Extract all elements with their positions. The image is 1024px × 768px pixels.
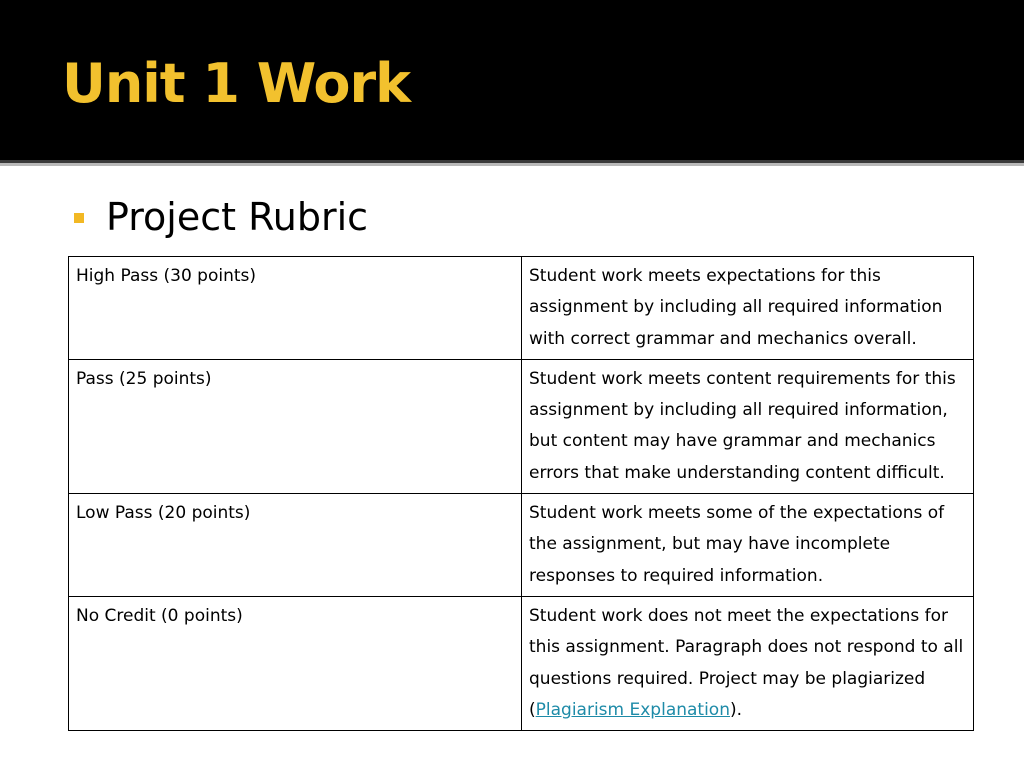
rubric-description: Student work meets content requirements for this assignment by including all required information, but content may have grammar and mechanics errors that make understanding content difficult. bbox=[522, 359, 974, 493]
rubric-description: Student work meets expectations for this assignment by including all required information with correct grammar and mechanics overall. bbox=[522, 257, 974, 360]
bullet-item bbox=[74, 192, 368, 242]
rubric-level: No Credit (0 points) bbox=[69, 596, 522, 730]
rubric-description bbox=[522, 596, 974, 730]
rubric-table bbox=[68, 256, 974, 731]
table-row bbox=[69, 359, 974, 493]
rubric-level: Pass (25 points) bbox=[69, 359, 522, 493]
title-divider-light bbox=[0, 163, 1024, 166]
square-bullet-icon bbox=[74, 213, 84, 223]
bullet-text: Project Rubric bbox=[106, 195, 369, 239]
rubric-level: Low Pass (20 points) bbox=[69, 494, 522, 597]
table-row bbox=[69, 257, 974, 360]
title-band bbox=[0, 0, 1024, 160]
plagiarism-explanation-link[interactable]: Plagiarism Explanation bbox=[535, 699, 730, 720]
description-text-after: ). bbox=[730, 699, 743, 720]
table-row bbox=[69, 596, 974, 730]
rubric-level: High Pass (30 points) bbox=[69, 257, 522, 360]
description-text-before: Student work does not meet the expectations for this assignment. Paragraph does not respond to all questions required. Project may be plagiarized ( bbox=[529, 605, 964, 720]
table-row bbox=[69, 494, 974, 597]
slide-title: Unit 1 Work bbox=[62, 52, 411, 115]
rubric-description: Student work meets some of the expectations of the assignment, but may have incomplete responses to required information. bbox=[522, 494, 974, 597]
